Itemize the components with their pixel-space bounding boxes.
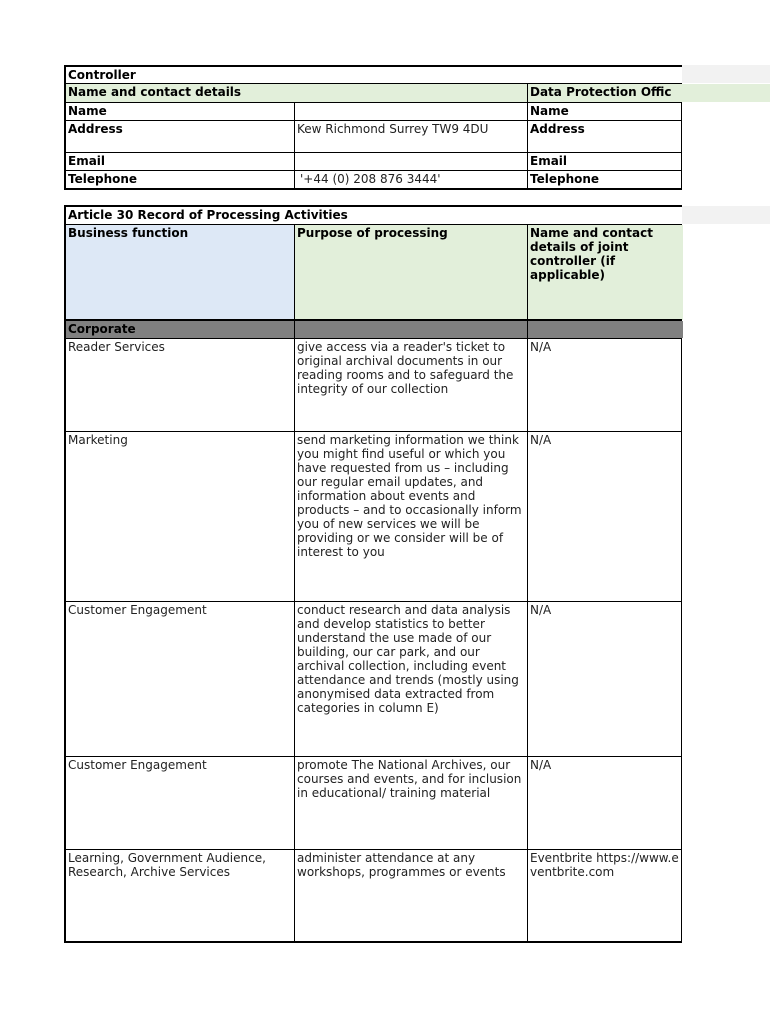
table-row [64,601,682,756]
name-contact-header-row [64,83,682,102]
controller-band-right [682,65,770,83]
group-row-corporate [64,319,682,338]
controller-row-name [64,102,682,120]
controller-title-row [64,65,682,83]
purpose-cell: promote The National Archives, our courses and events, and for inclusion in educational/ training material [294,757,527,849]
dpo-email-label: Email [527,153,683,170]
header-joint-controller: Name and contact details of joint controller (if applicable) [527,225,683,320]
joint-controller-cell: N/A [527,432,683,601]
address-value: Kew Richmond Surrey TW9 4DU [294,121,527,152]
group-label: Corporate [66,321,294,338]
table-row [64,338,682,431]
table-row [64,431,682,601]
name-value [294,103,527,120]
business-function-cell: Customer Engagement [68,758,207,772]
email-label: Email [68,154,106,168]
record-band-right [682,206,770,224]
joint-controller-cell: Eventbrite https://www.eventbrite.com [527,850,683,941]
email-value [294,153,527,170]
purpose-cell: give access via a reader's ticket to original archival documents in our reading rooms and to safeguard the integrity of our collection [294,339,527,431]
dpo-telephone-label: Telephone [527,171,683,188]
business-function-cell: Customer Engagement [68,603,207,617]
header-purpose: Purpose of processing [294,225,527,320]
joint-controller-cell: N/A [527,339,683,431]
name-label: Name [68,104,107,118]
telephone-label: Telephone [68,172,138,186]
controller-row-telephone [64,170,682,190]
controller-row-email [64,152,682,170]
table-row [64,849,682,943]
record-title-row [64,205,682,224]
dpo-address-label: Address [527,121,683,152]
purpose-cell: administer attendance at any workshops, programmes or events [294,850,527,941]
group-fill-purpose [294,321,527,338]
purpose-cell: send marketing information we think you might find useful or which you have requested from us – including our regular email updates, and information about events and products – and to occasionally inform you of new services we will be providing or we consider will be of interest to you [294,432,527,601]
dpo-header: Data Protection Offic [527,84,684,102]
record-header-row [64,224,682,320]
header-business-function: Business function [66,225,294,320]
joint-controller-cell: N/A [527,757,683,849]
address-label: Address [68,122,123,136]
joint-controller-cell: N/A [527,602,683,756]
name-contact-header: Name and contact details [66,84,527,102]
table-row [64,756,682,849]
business-function-cell: Marketing [68,433,128,447]
telephone-value: '+44 (0) 208 876 3444' [294,171,527,188]
business-function-cell: Reader Services [68,340,165,354]
dpo-band-right [682,84,770,102]
dpo-name-label: Name [527,103,683,120]
controller-title: Controller [68,68,136,82]
record-title: Article 30 Record of Processing Activities [68,208,348,222]
group-fill-joint [527,321,683,338]
business-function-cell: Learning, Government Audience, Research, Archive Services [68,851,266,879]
purpose-cell: conduct research and data analysis and develop statistics to better understand the use made of our building, our car park, and our archival collection, including event attendance and trends (mostly using anonymised data extracted from categories in column E) [294,602,527,756]
controller-row-address [64,120,682,152]
